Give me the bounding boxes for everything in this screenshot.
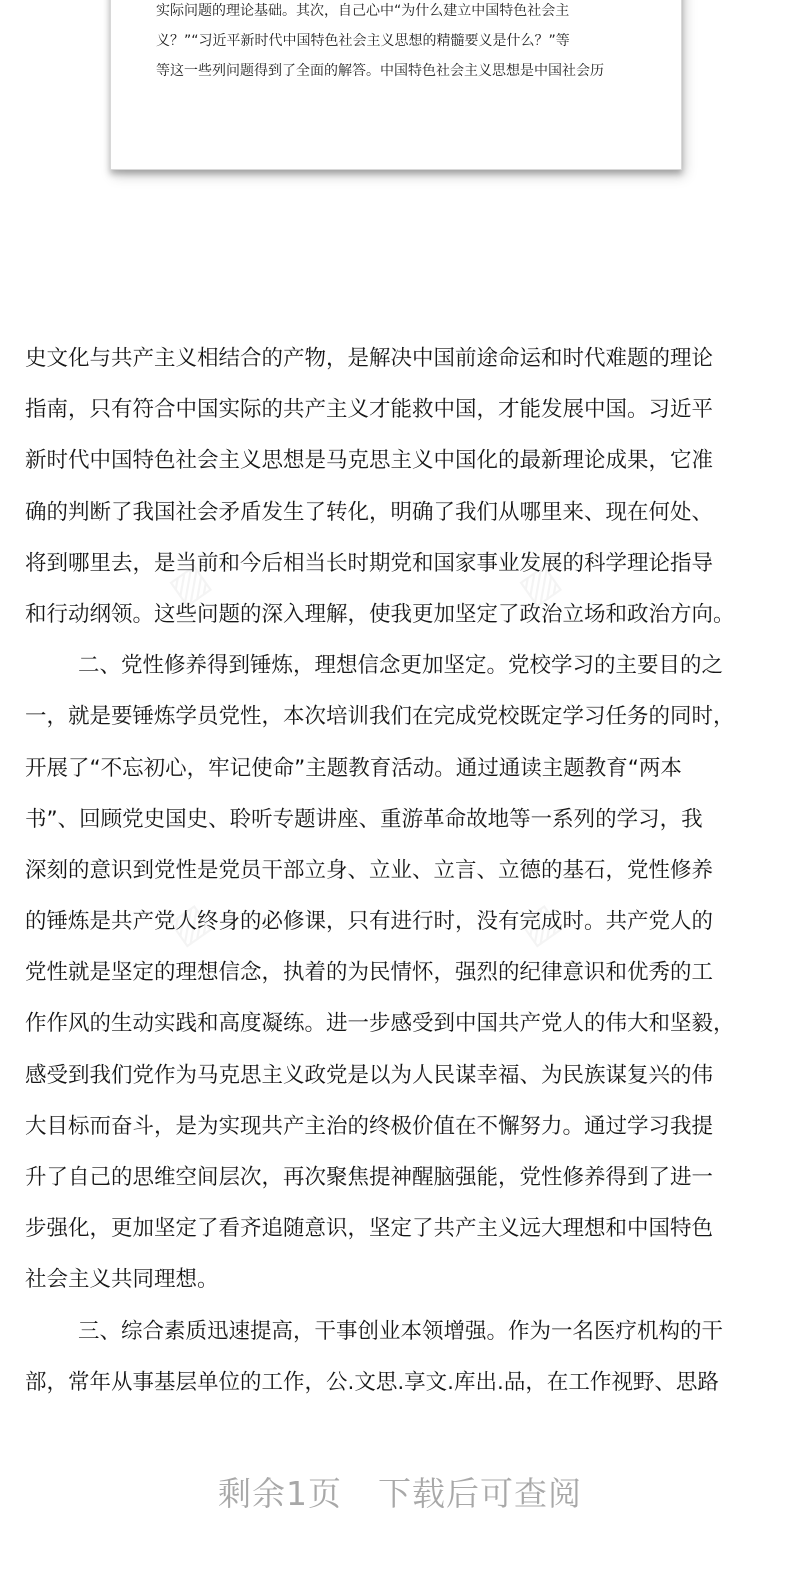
body-line: 部，常年从事基层单位的工作，公.文思.享文.库出.品，在工作视野、思路 bbox=[25, 1369, 719, 1395]
body-line: 升了自己的思维空间层次，再次聚焦提神醒脑强能，党性修养得到了进一 bbox=[25, 1165, 714, 1190]
body-line: 的锤炼是共产党人终身的必修课，只有进行时，没有完成时。共产党人的 bbox=[25, 909, 714, 935]
body-line: 指南，只有符合中国实际的共产主义才能救中国，才能发展中国。习近平 bbox=[25, 397, 714, 423]
card-line: 义？”“习近平新时代中国特色社会主义思想的精髓要义是什么？”等 bbox=[156, 33, 570, 49]
download-to-read-label[interactable]: 下载后可查阅 bbox=[378, 1474, 582, 1513]
body-line: 史文化与共产主义相结合的产物，是解决中国前途命运和时代难题的理论 bbox=[25, 346, 714, 371]
body-line: 开展了“不忘初心，牢记使命”主题教育活动。通过通读主题教育“两本 bbox=[25, 755, 682, 781]
body-line: 作作风的生动实践和高度凝练。进一步感受到中国共产党人的伟大和坚毅， bbox=[25, 1011, 735, 1037]
preview-card-text bbox=[156, 0, 656, 86]
body-line: 感受到我们党作为马克思主义政党是以为人民谋幸福、为民族谋复兴的伟 bbox=[25, 1062, 714, 1088]
body-line: 一，就是要锤炼学员党性，本次培训我们在完成党校既定学习任务的同时， bbox=[25, 704, 735, 730]
body-line: 社会主义共同理想。 bbox=[25, 1267, 219, 1293]
body-line: 将到哪里去，是当前和今后相当长时期党和国家事业发展的科学理论指导 bbox=[25, 550, 714, 576]
card-line: 等这一些列问题得到了全面的解答。中国特色社会主义思想是中国社会历 bbox=[156, 63, 604, 79]
body-line: 三、综合素质迅速提高，干事创业本领增强。作为一名医疗机构的干 bbox=[78, 1318, 724, 1344]
body-line: 大目标而奋斗，是为实现共产主治的终极价值在不懈努力。通过学习我提 bbox=[25, 1113, 714, 1139]
body-line: 二、党性修养得到锤炼，理想信念更加坚定。党校学习的主要目的之 bbox=[78, 653, 724, 679]
body-line: 和行动纲领。这些问题的深入理解，使我更加坚定了政治立场和政治方向。 bbox=[25, 601, 735, 627]
remaining-pages-label: 剩余1页 bbox=[218, 1474, 342, 1513]
body-line: 确的判断了我国社会矛盾发生了转化，明确了我们从哪里来、现在何处、 bbox=[25, 499, 714, 525]
body-line: 党性就是坚定的理想信念，执着的为民情怀，强烈的纪律意识和优秀的工 bbox=[25, 960, 714, 986]
body-line: 书”、回顾党史国史、聆听专题讲座、重游革命故地等一系列的学习，我 bbox=[25, 806, 703, 832]
body-line: 新时代中国特色社会主义思想是马克思主义中国化的最新理论成果，它准 bbox=[25, 448, 714, 474]
card-line: 实际问题的理论基础。其次，自己心中“为什么建立中国特色社会主 bbox=[156, 3, 570, 19]
download-prompt[interactable] bbox=[0, 1468, 800, 1515]
document-body bbox=[25, 333, 785, 1408]
body-line: 深刻的意识到党性是党员干部立身、立业、立言、立德的基石，党性修养 bbox=[25, 857, 714, 883]
body-line: 步强化，更加坚定了看齐追随意识，坚定了共产主义远大理想和中国特色 bbox=[25, 1216, 714, 1242]
